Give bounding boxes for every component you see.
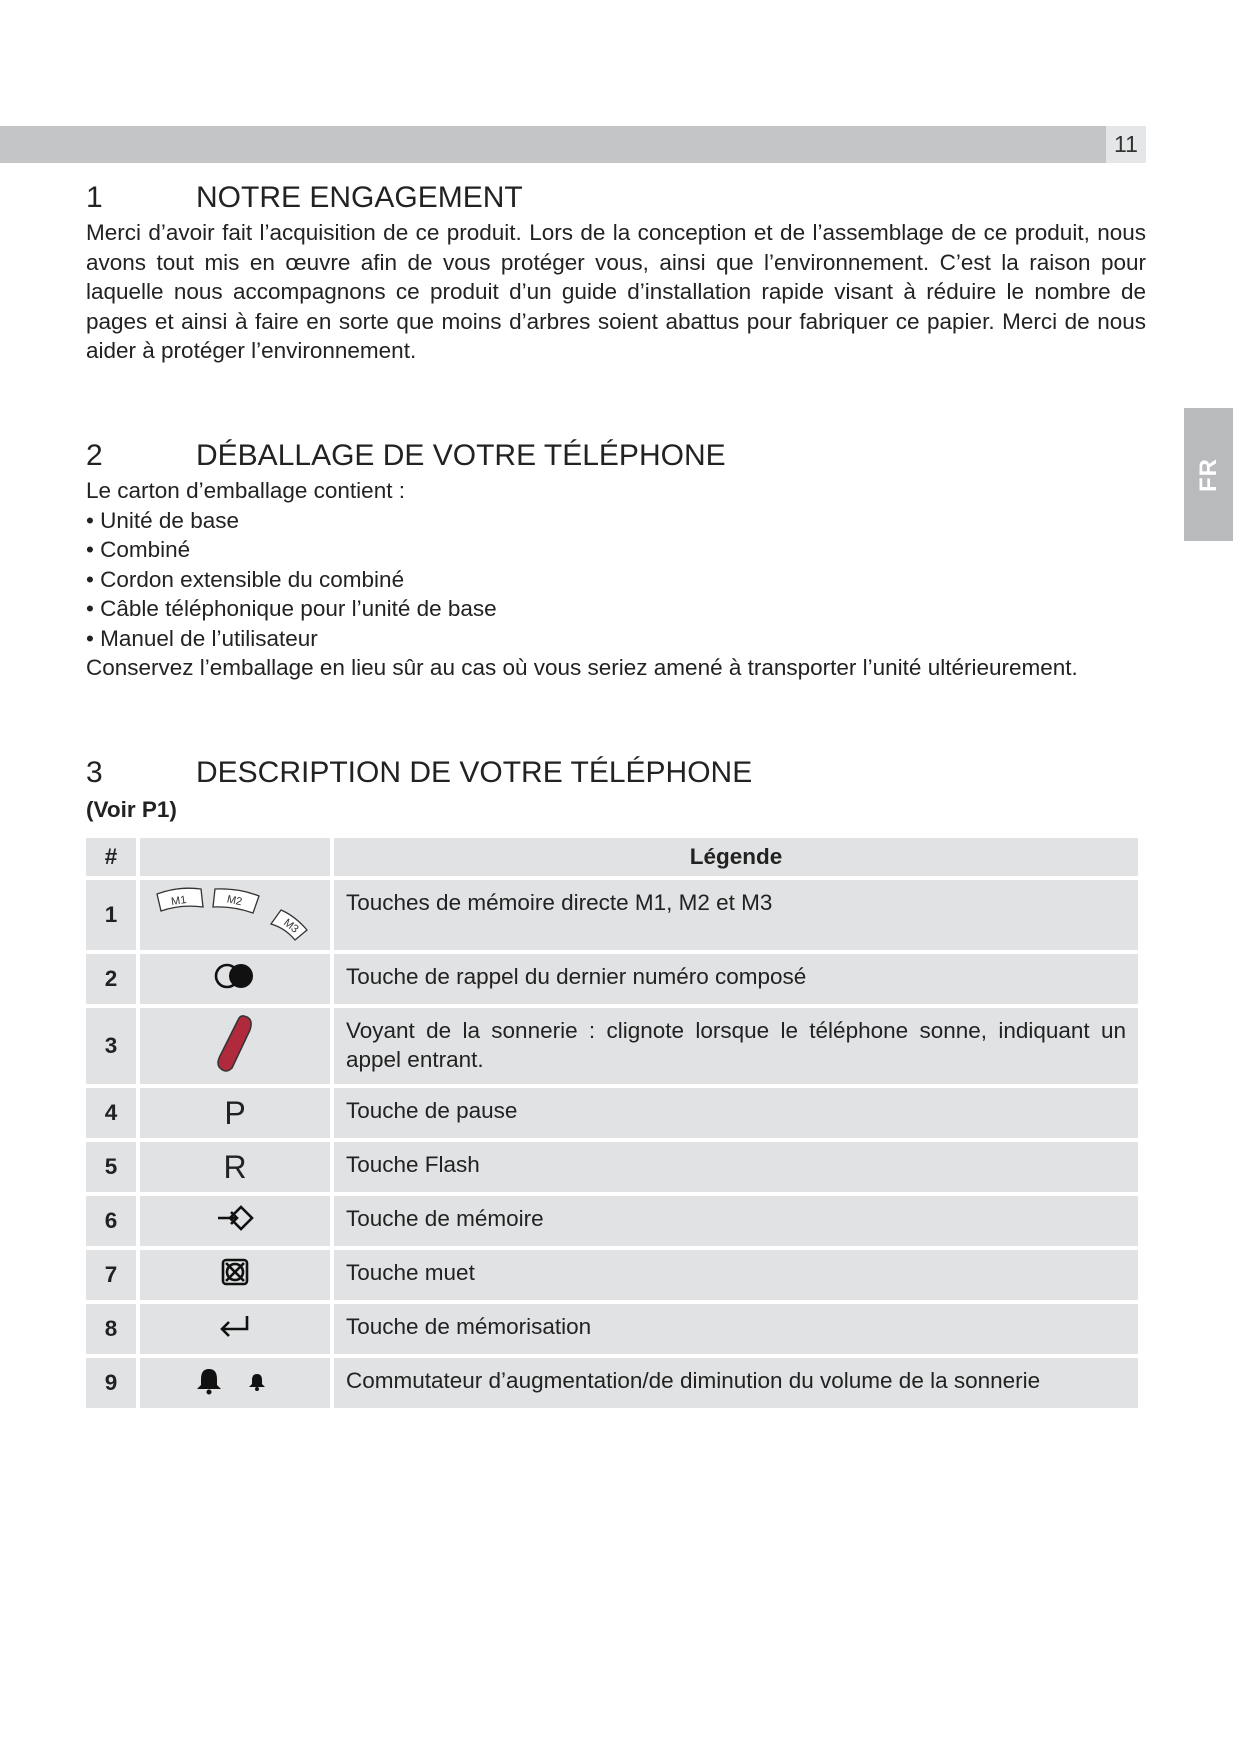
- section-title: DÉBALLAGE DE VOTRE TÉLÉPHONE: [196, 439, 726, 472]
- section-number: 2: [86, 439, 103, 472]
- row-legend: Touche de rappel du dernier numéro composé: [334, 954, 1138, 1004]
- pause-p-icon: [140, 1088, 330, 1138]
- contents-intro: Le carton d’emballage contient :: [86, 478, 405, 503]
- section-heading: [86, 436, 1146, 476]
- pause-glyph: P: [224, 1094, 246, 1131]
- header-bar: [0, 126, 1146, 163]
- row-number: 2: [86, 954, 136, 1004]
- row-legend: Commutateur d’augmentation/de diminution du volume de la sonnerie: [334, 1358, 1138, 1408]
- table-header-row: [86, 838, 1138, 876]
- section-number: 3: [86, 756, 103, 789]
- header-num: #: [86, 838, 136, 876]
- table-row: [86, 1196, 1138, 1246]
- ringer-led-icon: [140, 1008, 330, 1084]
- language-tab: [1184, 408, 1233, 541]
- section-heading: [86, 753, 1146, 793]
- table-row: [86, 1008, 1138, 1084]
- m1-label: M1: [170, 894, 188, 909]
- section-heading: [86, 178, 1146, 218]
- table-row: [86, 1088, 1138, 1138]
- row-legend: Touches de mémoire directe M1, M2 et M3: [334, 880, 1138, 950]
- row-legend: Touche de pause: [334, 1088, 1138, 1138]
- contents-list: [86, 506, 1146, 654]
- page-number: 11: [1106, 126, 1146, 163]
- section-title: NOTRE ENGAGEMENT: [196, 181, 523, 214]
- list-item: • Unité de base: [86, 506, 1146, 536]
- section-description: [86, 753, 1146, 825]
- list-item: • Cordon extensible du combiné: [86, 565, 1146, 595]
- m3-label: M3: [281, 916, 301, 936]
- list-item: • Manuel de l’utilisateur: [86, 624, 1146, 654]
- row-number: 9: [86, 1358, 136, 1408]
- legend-table: [82, 834, 1142, 1412]
- row-number: 5: [86, 1142, 136, 1192]
- section-number: 1: [86, 181, 103, 214]
- row-legend: Touche de mémoire: [334, 1196, 1138, 1246]
- store-return-icon: [140, 1304, 330, 1354]
- section-title: DESCRIPTION DE VOTRE TÉLÉPHONE: [196, 756, 753, 789]
- table-row: [86, 1358, 1138, 1408]
- table-row: [86, 1250, 1138, 1300]
- table-row: [86, 880, 1138, 950]
- section-unpacking: [86, 436, 1146, 683]
- header-icon: [140, 838, 330, 876]
- bell-volume-icon: [140, 1358, 330, 1408]
- row-legend: Touche Flash: [334, 1142, 1138, 1192]
- memory-arrow-icon: [140, 1196, 330, 1246]
- row-number: 6: [86, 1196, 136, 1246]
- row-number: 7: [86, 1250, 136, 1300]
- table-row: [86, 1142, 1138, 1192]
- table-row: [86, 954, 1138, 1004]
- row-legend: Voyant de la sonnerie : clignote lorsque le téléphone sonne, indiquant un appel entrant.: [334, 1008, 1138, 1084]
- memory-keys-m1-m2-m3-icon: [140, 880, 330, 950]
- section-engagement: [86, 178, 1146, 366]
- row-legend: Touche muet: [334, 1250, 1138, 1300]
- engagement-paragraph: Merci d’avoir fait l’acquisition de ce produit. Lors de la conception et de l’assemblage de ce produit, nous avons tout mis en œuvre afin de vous protéger vous, ainsi que l’environnement. C’est la raison pour laquelle nous accompagnons ce produit d’un guide d’installation rapide visant à réduire le nombre de pages et ainsi à faire en sorte que moins d’arbres soient abattus pour fabriquer ce papier. Merci de nous aider à protéger l’environnement.: [86, 220, 1146, 363]
- table-row: [86, 1304, 1138, 1354]
- flash-r-icon: [140, 1142, 330, 1192]
- language-tab-label: FR: [1194, 457, 1222, 492]
- row-number: 1: [86, 880, 136, 950]
- flash-glyph: R: [223, 1148, 247, 1185]
- row-number: 4: [86, 1088, 136, 1138]
- redial-icon: [140, 954, 330, 1004]
- row-number: 8: [86, 1304, 136, 1354]
- header-legend: Légende: [334, 838, 1138, 876]
- mute-icon: [140, 1250, 330, 1300]
- packaging-note: Conservez l’emballage en lieu sûr au cas où vous seriez amené à transporter l’unité ultérieurement.: [86, 655, 1078, 680]
- row-number: 3: [86, 1008, 136, 1084]
- list-item: • Combiné: [86, 535, 1146, 565]
- see-reference: (Voir P1): [86, 797, 177, 822]
- list-item: • Câble téléphonique pour l’unité de base: [86, 594, 1146, 624]
- row-legend: Touche de mémorisation: [334, 1304, 1138, 1354]
- m2-label: M2: [225, 893, 244, 909]
